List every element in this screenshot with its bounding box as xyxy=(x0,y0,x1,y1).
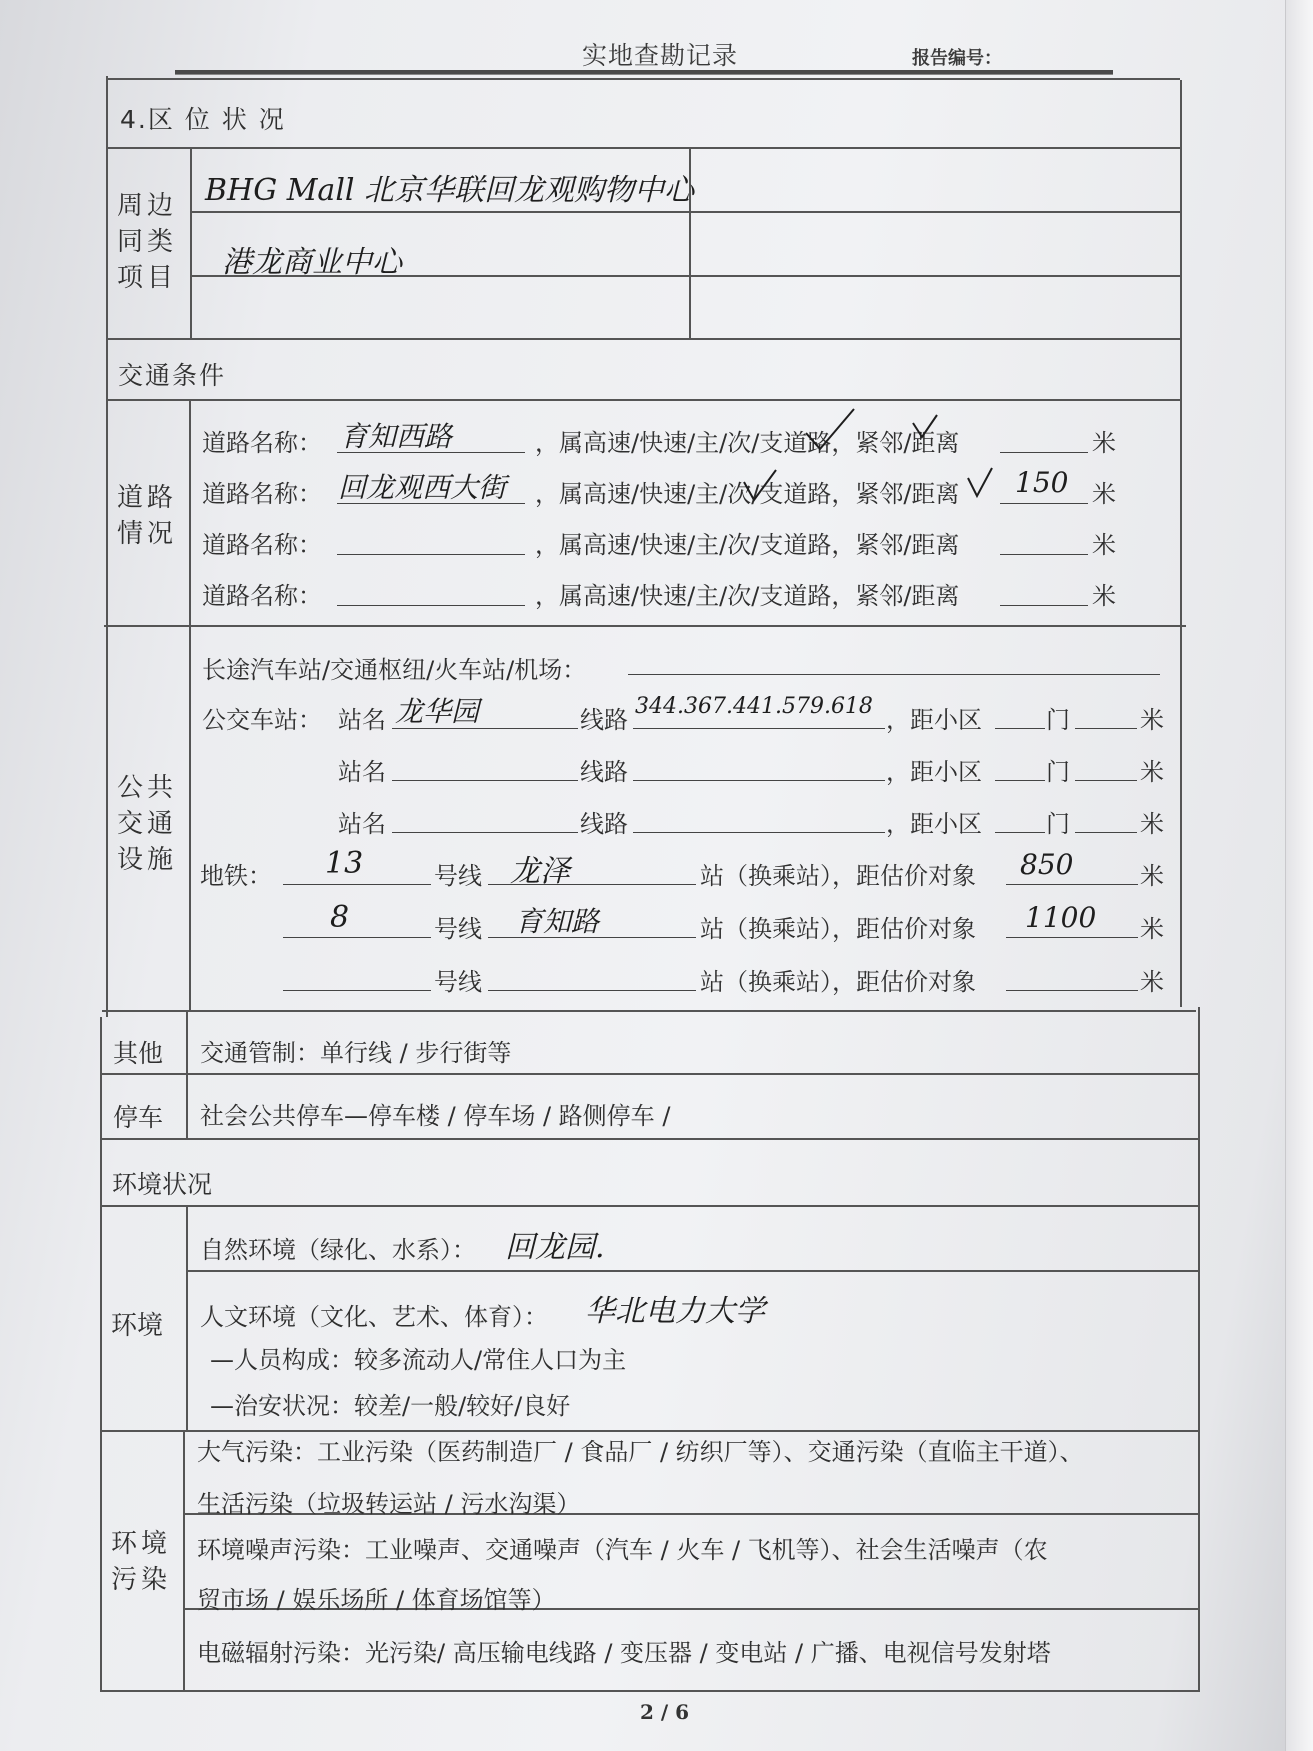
station-text: 站（换乘站），距估价对象 xyxy=(700,915,976,943)
parking-label: 停车 xyxy=(113,1103,164,1132)
metro-distance: 1100 xyxy=(1025,901,1097,934)
unit-m: 米 xyxy=(1140,915,1164,943)
metro-station: 育知路 xyxy=(515,905,600,938)
emr-pollution-text: 电磁辐射污染：光污染/ 高压输电线路 / 变压器 / 变电站 / 广播、电视信号发射塔 xyxy=(197,1639,1051,1667)
line-label: 线路 xyxy=(580,758,628,786)
other-label: 其他 xyxy=(113,1039,164,1068)
gate-text: 门 xyxy=(1046,810,1070,838)
cultural-env-value: 华北电力大学 xyxy=(585,1294,765,1329)
unit-m: 米 xyxy=(1092,582,1116,610)
road-type-text: ，属高速/快速/主/次/支道路，紧邻/距离 xyxy=(535,429,960,457)
dist-text: ，距小区 xyxy=(886,810,982,838)
environment-section-title: 环境状况 xyxy=(112,1170,213,1199)
road-name-label: 道路名称： xyxy=(202,480,322,508)
road-name-value: 育知西路 xyxy=(340,420,453,453)
nearby-project-1: BHG Mall 北京华联回龙观购物中心 xyxy=(205,173,695,208)
dist-text: ，距小区 xyxy=(886,758,982,786)
cultural-env-label: 人文环境（文化、艺术、体育）： xyxy=(200,1303,548,1331)
unit-m: 米 xyxy=(1140,758,1164,786)
stop-label: 站名 xyxy=(338,758,386,786)
air-pollution-line-2: 生活污染（垃圾转运站 / 污水沟渠） xyxy=(197,1490,581,1518)
next-page-edge xyxy=(1285,0,1313,1751)
report-number-label: 报告编号： xyxy=(912,48,1002,69)
unit-m: 米 xyxy=(1140,706,1164,734)
transit-label: 公共交通设施 xyxy=(116,773,177,875)
pollution-label: 环境污染 xyxy=(110,1529,171,1595)
natural-env-label: 自然环境（绿化、水系）： xyxy=(200,1236,476,1264)
metro-distance: 850 xyxy=(1020,848,1074,881)
page-title: 实地查勘记录 xyxy=(582,41,739,70)
noise-pollution-line-1: 环境噪声污染：工业噪声、交通噪声（汽车 / 火车 / 飞机等）、社会生活噪声（农 xyxy=(197,1536,1048,1564)
traffic-section-title: 交通条件 xyxy=(118,361,227,390)
stop-label: 站名 xyxy=(338,810,386,838)
population-text: —人员构成：较多流动人/常住人口为主 xyxy=(210,1346,627,1374)
road-distance-value: 150 xyxy=(1015,466,1069,499)
line-suffix: 号线 xyxy=(434,915,482,943)
unit-m: 米 xyxy=(1092,531,1116,559)
security-text: —治安状况：较差/一般/较好/良好 xyxy=(210,1392,571,1420)
natural-env-value: 回龙园. xyxy=(505,1230,605,1265)
location-section-title: 4.区 位 状 况 xyxy=(120,105,286,134)
metro-label: 地铁： xyxy=(200,862,272,890)
parking-text: 社会公共停车—停车楼 / 停车场 / 路侧停车 / xyxy=(200,1102,671,1130)
unit-m: 米 xyxy=(1140,810,1164,838)
road-type-text: ，属高速/快速/主/次/支道路，紧邻/距离 xyxy=(535,531,960,559)
line-suffix: 号线 xyxy=(434,968,482,996)
unit-m: 米 xyxy=(1092,480,1116,508)
stop-label: 站名 xyxy=(338,706,386,734)
gate-text: 门 xyxy=(1046,706,1070,734)
road-type-text: ，属高速/快速/主/次/支道路，紧邻/距离 xyxy=(535,480,960,508)
roads-label: 道路情况 xyxy=(116,483,177,549)
road-name-label: 道路名称： xyxy=(202,531,322,559)
unit-m: 米 xyxy=(1140,968,1164,996)
hub-label: 长途汽车站/交通枢纽/火车站/机场： xyxy=(202,656,587,684)
page-number: 2 / 6 xyxy=(640,1700,690,1724)
metro-line: 8 xyxy=(330,900,350,935)
bus-label: 公交车站： xyxy=(202,706,322,734)
header-rule xyxy=(175,70,1113,75)
station-text: 站（换乘站），距估价对象 xyxy=(700,968,976,996)
air-pollution-line-1: 大气污染：工业污染（医药制造厂 / 食品厂 / 纺织厂等）、交通污染（直临主干道）、 xyxy=(197,1438,1084,1466)
road-type-text: ，属高速/快速/主/次/支道路，紧邻/距离 xyxy=(535,582,960,610)
road-name-label: 道路名称： xyxy=(202,582,322,610)
bus-lines: 344.367.441.579.618 xyxy=(635,694,873,719)
check-mark xyxy=(910,413,940,443)
check-mark xyxy=(965,466,995,500)
metro-line: 13 xyxy=(325,846,364,881)
nearby-projects-label: 周边同类项目 xyxy=(116,191,177,293)
gate-text: 门 xyxy=(1046,758,1070,786)
road-name-value: 回龙观西大街 xyxy=(338,471,507,504)
line-label: 线路 xyxy=(580,810,628,838)
unit-m: 米 xyxy=(1092,429,1116,457)
metro-station: 龙泽 xyxy=(510,854,570,889)
line-label: 线路 xyxy=(580,706,628,734)
line-suffix: 号线 xyxy=(434,862,482,890)
check-mark xyxy=(740,468,780,508)
station-text: 站（换乘站），距估价对象 xyxy=(700,862,976,890)
bus-stop-name: 龙华园 xyxy=(395,695,480,728)
road-name-label: 道路名称： xyxy=(202,429,322,457)
noise-pollution-line-2: 贸市场 / 娱乐场所 / 体育场馆等） xyxy=(197,1586,556,1614)
traffic-control-text: 交通管制：单行线 / 步行街等 xyxy=(200,1039,512,1067)
environment-label: 环境 xyxy=(111,1311,164,1341)
unit-m: 米 xyxy=(1140,862,1164,890)
check-mark xyxy=(800,405,860,455)
dist-text: ，距小区 xyxy=(886,706,982,734)
nearby-project-2: 港龙商业中心 xyxy=(222,245,402,280)
